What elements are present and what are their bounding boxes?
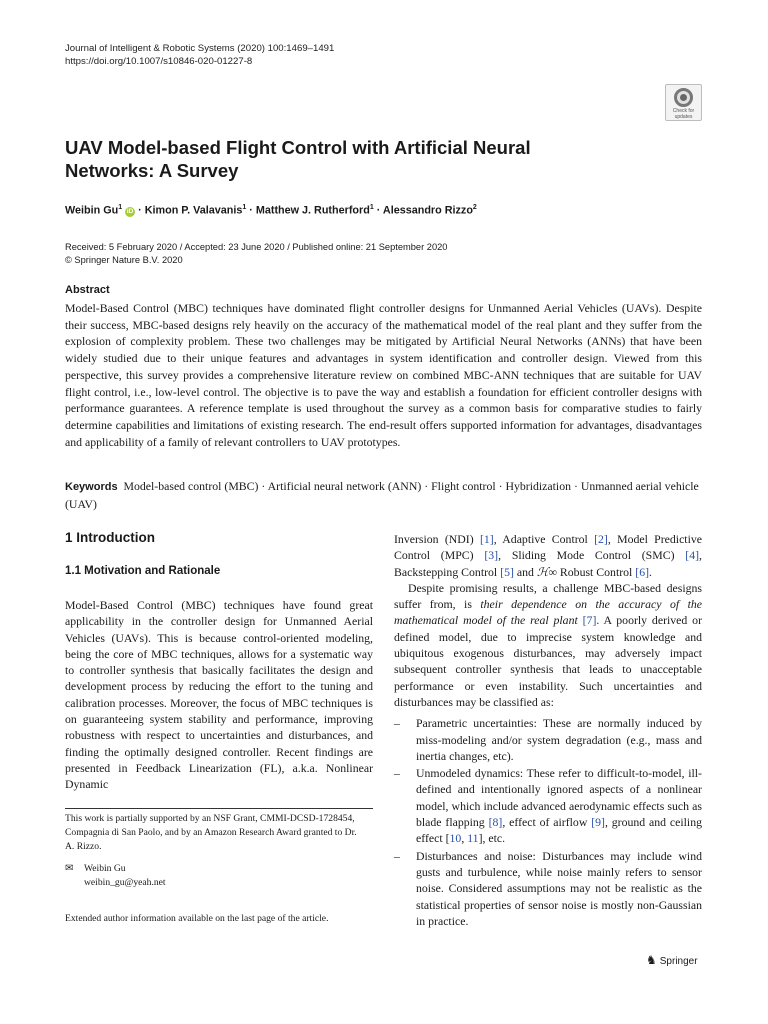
list-item-text: Parametric uncertainties: These are normally induced by miss-modeling and/or system degradation (e.g., mass and inertia changes, etc).	[416, 716, 702, 763]
citation-link[interactable]: [6]	[635, 564, 650, 579]
keywords-label: Keywords	[65, 481, 118, 493]
text-run: , Backstepping Control	[394, 548, 702, 579]
citation-link[interactable]: [2]	[594, 532, 608, 546]
text-run: Robust Control	[556, 564, 636, 579]
text-run: , effect of airflow	[502, 815, 592, 830]
abstract-heading: Abstract	[65, 284, 110, 296]
author-affiliation: 1	[369, 204, 374, 211]
list-dash: –	[394, 848, 400, 863]
paper-title: UAV Model-based Flight Control with Artificial Neural Networks: A Survey	[65, 137, 531, 181]
text-run: Unmodeled dynamics: These refer to difficult-to-model, ill-defined and intentionally ignored aspects of a nonlinear model, which include advanced aerodynamic effects such as blade flapping	[416, 766, 702, 830]
text-run: , Model Predictive Control (MPC)	[394, 532, 702, 563]
author-separator: ·	[135, 204, 145, 217]
check-for-updates-icon[interactable]	[665, 84, 702, 121]
author-affiliation: 1	[118, 204, 123, 211]
subsection-heading-motivation: 1.1 Motivation and Rationale	[65, 565, 221, 577]
text-run: .	[649, 564, 652, 579]
author-name: Alessandro Rizzo	[382, 204, 473, 217]
citation-link[interactable]: [7]	[582, 613, 597, 628]
text-run: ], etc.	[478, 831, 506, 846]
emphasis-text: their dependence on the accuracy of the mathematical model of the real plant	[394, 597, 702, 628]
doi-link[interactable]: https://doi.org/10.1007/s10846-020-01227-8	[65, 56, 253, 67]
journal-info	[65, 42, 334, 68]
footnote-divider	[65, 808, 373, 809]
author-separator: ·	[246, 204, 256, 217]
author-name: Weibin Gu	[65, 204, 119, 217]
author-affiliation: 2	[472, 204, 477, 211]
corresponding-author-email[interactable]: weibin_gu@yeah.net	[84, 877, 166, 888]
text-run: . A poorly derived or defined model, due to imprecise system knowledge and ubiquitous exogenous disturbances, may adversely impact subsequent controller synthesis that leads to unacceptable performance or even instability. Such uncertainties and disturbances may be classified as:	[394, 613, 702, 709]
right-column	[394, 531, 702, 930]
citation-link[interactable]: [9]	[591, 815, 605, 830]
citation-link[interactable]: [1]	[479, 532, 494, 546]
check-for-updates-label: Check for updates	[672, 108, 695, 120]
copyright-line: © Springer Nature B.V. 2020	[65, 255, 183, 265]
publisher-name: Springer	[659, 956, 698, 967]
check-for-updates-ring-icon	[674, 88, 693, 107]
list-item	[394, 848, 702, 929]
uncertainty-list	[394, 715, 702, 929]
author-list	[65, 204, 477, 217]
correspondence	[65, 862, 166, 890]
author-name: Kimon P. Valavanis	[144, 204, 243, 217]
citation-link[interactable]: 10	[449, 831, 462, 846]
text-run: Despite promising results, a challenge MBC-based designs suffer from, is	[394, 580, 702, 612]
intro-paragraph: Model-Based Control (MBC) techniques have found great applicability in the controller design for Unmanned Aerial Vehicles (UAVs). This is because control-oriented modeling, being the core of MBC techniques, allows for a systematic way to controller synthesis that basically facilitates the design and development process by reducing the effort to the tuning and calibration processes. Moreover, the focus of MBC techniques is on guaranteeing system stability and performance, improving robustness with respect to uncertainties and disturbances, and finding the optimally designed controller. Recent findings are presented in Feedback Linearization (FL), a.k.a. Nonlinear Dynamic	[65, 598, 373, 792]
section-heading-introduction: 1 Introduction	[65, 530, 155, 545]
keywords-text: Model-based control (MBC) · Artificial neural network (ANN) · Flight control · Hybridization · Unmanned aerial vehicle (UAV)	[65, 479, 699, 511]
intro-paragraph-continued	[394, 531, 702, 580]
text-run: , Sliding Mode Control (SMC)	[498, 548, 686, 563]
text-run: Inversion (NDI)	[394, 532, 480, 546]
text-run: ,	[461, 831, 468, 846]
abstract-text: Model-Based Control (MBC) techniques have dominated flight controller designs for Unmanned Aerial Vehicles (UAVs). Despite their success, MBC-based designs rely heavily on the accuracy of the mathematical model of the real plant and they suffer from the explosion of complexity problem. These two challenges may be mitigated by Artificial Neural Networks (ANNs) that have been widely studied due to their unique features and advantages in system identification and controller design. Viewed from this perspective, this survey provides a comprehensive literature review on combined MBC-ANN techniques that are suitable for UAV flight control, i.e., low-level control. The objective is to pave the way and establish a foundation for efficient controller designs with performance guarantees. A reference template is used throughout the survey as a common basis for comparative studies to fairly determine capabilities and limitations of existing research. The end-result offers supported information for advantages, disadvantages and applicability of a family of relevant controllers to UAV prototypes.	[65, 301, 702, 449]
dates-line: Received: 5 February 2020 / Accepted: 23 June 2020 / Published online: 21 September 2020	[65, 242, 448, 252]
h-infinity-symbol: ℋ∞	[536, 564, 557, 579]
journal-line: Journal of Intelligent & Robotic Systems (2020) 100:1469–1491	[65, 43, 335, 54]
springer-horse-icon: ♞	[646, 953, 657, 967]
citation-link[interactable]: [5]	[500, 564, 514, 579]
text-run: and	[513, 564, 537, 579]
list-item	[394, 715, 702, 764]
citation-link[interactable]: [3]	[484, 548, 499, 563]
list-item-text: Disturbances and noise: Disturbances may include wind gusts and turbulence, while noise mainly refers to sensor noise. Considered assumptions may not be realistic as the statistical properties of sensor noise is mostly non-Gaussian in practice.	[416, 848, 702, 928]
challenge-paragraph	[394, 580, 702, 710]
author-affiliation: 1	[242, 204, 247, 211]
publisher-logo	[646, 953, 698, 967]
envelope-icon: ✉	[65, 863, 74, 874]
citation-link[interactable]: 11	[467, 831, 479, 846]
publication-dates	[65, 241, 447, 267]
citation-link[interactable]: [4]	[685, 548, 700, 563]
citation-link[interactable]: [8]	[488, 815, 503, 830]
text-run: , Adaptive Control	[493, 532, 595, 546]
text-run: , ground and ceiling effect [	[416, 815, 702, 846]
corresponding-author-name: Weibin Gu	[84, 863, 126, 874]
keywords	[65, 478, 702, 512]
list-dash: –	[394, 716, 400, 731]
extended-author-info: Extended author information available on the last page of the article.	[65, 913, 329, 924]
orcid-icon[interactable]: iD	[126, 207, 134, 215]
author-separator: ·	[373, 204, 383, 217]
list-item	[394, 765, 702, 846]
list-dash: –	[394, 766, 400, 781]
author-name: Matthew J. Rutherford	[255, 204, 370, 217]
funding-footnote: This work is partially supported by an NSF Grant, CMMI-DCSD-1728454, Compagnia di San Paolo, and by an Amazon Research Award granted to Dr. A. Rizzo.	[65, 813, 357, 852]
